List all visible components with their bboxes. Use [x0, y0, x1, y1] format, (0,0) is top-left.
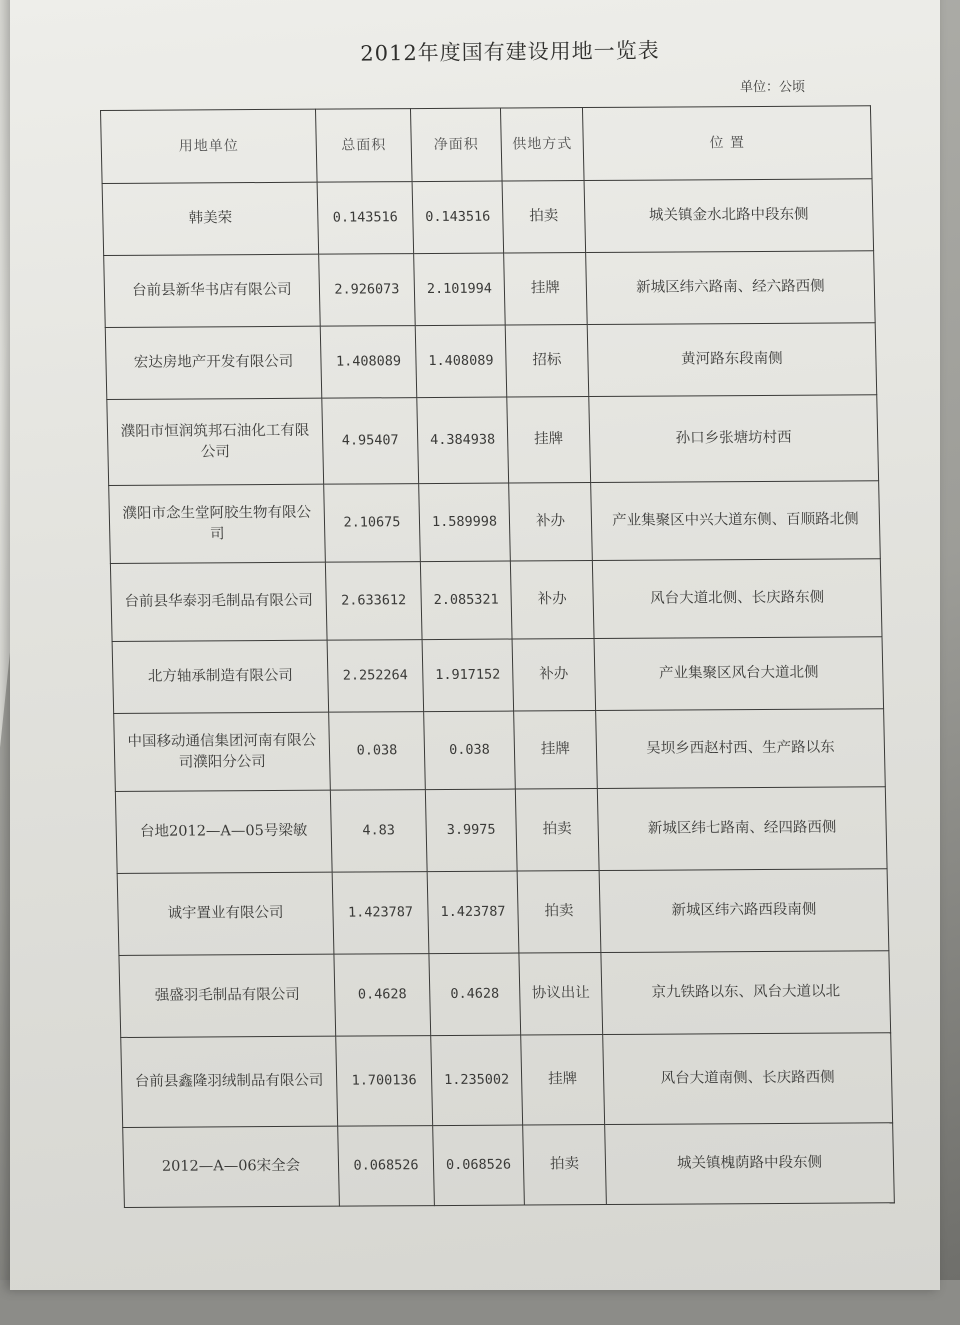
location-cell: 新城区纬七路南、经四路西侧: [597, 787, 887, 871]
header-net-area: 净面积: [410, 108, 502, 182]
supply-method-cell: 挂牌: [504, 253, 588, 325]
total-area-cell: 0.4628: [334, 954, 431, 1037]
land-user-cell: 濮阳市念生堂阿胶生物有限公司: [109, 484, 326, 563]
land-user-cell: 诚宇置业有限公司: [117, 872, 334, 955]
land-use-table: [100, 105, 895, 1208]
land-user-cell: 韩美荣: [102, 182, 319, 255]
location-cell: 新城区纬六路西段南侧: [599, 869, 889, 953]
land-user-cell: 2012—A—06宋全会: [123, 1126, 340, 1207]
net-area-cell: 1.589998: [419, 483, 511, 562]
net-area-cell: 4.384938: [417, 397, 509, 484]
location-cell: 新城区纬六路南、经六路西侧: [586, 251, 876, 325]
net-area-cell: 2.101994: [414, 253, 506, 326]
table-row: [115, 787, 887, 874]
location-cell: 产业集聚区风台大道北侧: [594, 637, 884, 711]
total-area-cell: 1.700136: [336, 1036, 433, 1127]
table-row: [107, 395, 879, 486]
land-user-cell: 中国移动通信集团河南有限公司濮阳分公司: [114, 712, 331, 791]
land-user-cell: 台前县鑫隆羽绒制品有限公司: [121, 1036, 338, 1127]
table-body: [102, 179, 894, 1208]
table-row: [119, 951, 891, 1038]
location-cell: 京九铁路以东、风台大道以北: [601, 951, 891, 1035]
table-row: [123, 1123, 895, 1208]
supply-method-cell: 拍卖: [523, 1125, 607, 1205]
location-cell: 吴坝乡西赵村西、生产路以东: [596, 709, 886, 789]
table-row: [105, 323, 876, 400]
table-row: [112, 637, 883, 714]
supply-method-cell: 补办: [512, 639, 596, 711]
net-area-cell: 1.235002: [431, 1035, 523, 1126]
supply-method-cell: 招标: [505, 325, 589, 397]
table-row: [117, 869, 889, 956]
supply-method-cell: 拍卖: [502, 181, 586, 253]
total-area-cell: 2.10675: [324, 484, 421, 563]
total-area-cell: 4.95407: [322, 398, 419, 485]
land-user-cell: 濮阳市恒润筑邦石油化工有限公司: [107, 398, 324, 485]
location-cell: 黄河路东段南侧: [587, 323, 877, 397]
net-area-cell: 3.9975: [425, 789, 517, 872]
net-area-cell: 0.143516: [412, 181, 504, 254]
land-user-cell: 台前县新华书店有限公司: [104, 254, 321, 327]
net-area-cell: 1.408089: [415, 325, 507, 398]
table-row: [109, 481, 881, 564]
land-user-cell: 台地2012—A—05号梁敏: [115, 790, 332, 873]
total-area-cell: 0.143516: [317, 182, 414, 255]
supply-method-cell: 补办: [510, 561, 594, 639]
location-cell: 风台大道北侧、长庆路东侧: [592, 559, 882, 639]
location-cell: 城关镇槐荫路中段东侧: [605, 1123, 895, 1205]
table-row: [121, 1033, 893, 1128]
net-area-cell: 2.085321: [420, 561, 512, 640]
net-area-cell: 1.917152: [422, 639, 514, 712]
table-row: [110, 559, 882, 642]
total-area-cell: 1.423787: [332, 872, 429, 955]
supply-method-cell: 挂牌: [521, 1035, 605, 1125]
supply-method-cell: 协议出让: [519, 953, 603, 1035]
supply-method-cell: 拍卖: [515, 789, 599, 871]
table-row: [104, 251, 875, 328]
location-cell: 产业集聚区中兴大道东侧、百顺路北侧: [591, 481, 881, 561]
location-cell: 孙口乡张塘坊村西: [589, 395, 879, 483]
net-area-cell: 1.423787: [427, 871, 519, 954]
total-area-cell: 2.252264: [327, 640, 424, 713]
total-area-cell: 0.068526: [338, 1126, 435, 1207]
header-location: 位 置: [582, 106, 872, 181]
net-area-cell: 0.068526: [433, 1125, 525, 1206]
supply-method-cell: 挂牌: [507, 397, 591, 483]
net-area-cell: 0.038: [424, 711, 516, 790]
supply-method-cell: 挂牌: [514, 711, 598, 789]
table-row: [102, 179, 873, 256]
location-cell: 城关镇金水北路中段东侧: [584, 179, 874, 253]
table-row: [114, 709, 886, 792]
net-area-cell: 0.4628: [429, 953, 521, 1036]
land-user-cell: 宏达房地产开发有限公司: [105, 326, 322, 399]
header-supply-method: 供地方式: [500, 108, 584, 181]
location-cell: 风台大道南侧、长庆路西侧: [603, 1033, 893, 1125]
total-area-cell: 2.926073: [319, 254, 416, 327]
total-area-cell: 2.633612: [325, 562, 422, 641]
table-header-row: [101, 106, 873, 184]
header-land-user: 用地单位: [101, 109, 318, 183]
unit-label: 单位：公顷: [740, 80, 806, 95]
supply-method-cell: 拍卖: [517, 871, 601, 953]
total-area-cell: 0.038: [329, 712, 426, 791]
supply-method-cell: 补办: [509, 483, 593, 561]
land-user-cell: 北方轴承制造有限公司: [112, 640, 329, 713]
document-title: 2012年度国有建设用地一览表: [360, 38, 660, 66]
land-user-cell: 台前县华泰羽毛制品有限公司: [110, 562, 327, 641]
total-area-cell: 1.408089: [320, 326, 417, 399]
total-area-cell: 4.83: [330, 790, 427, 873]
land-user-cell: 强盛羽毛制品有限公司: [119, 954, 336, 1037]
header-total-area: 总面积: [315, 109, 412, 183]
land-table-wrapper: [100, 105, 894, 1208]
